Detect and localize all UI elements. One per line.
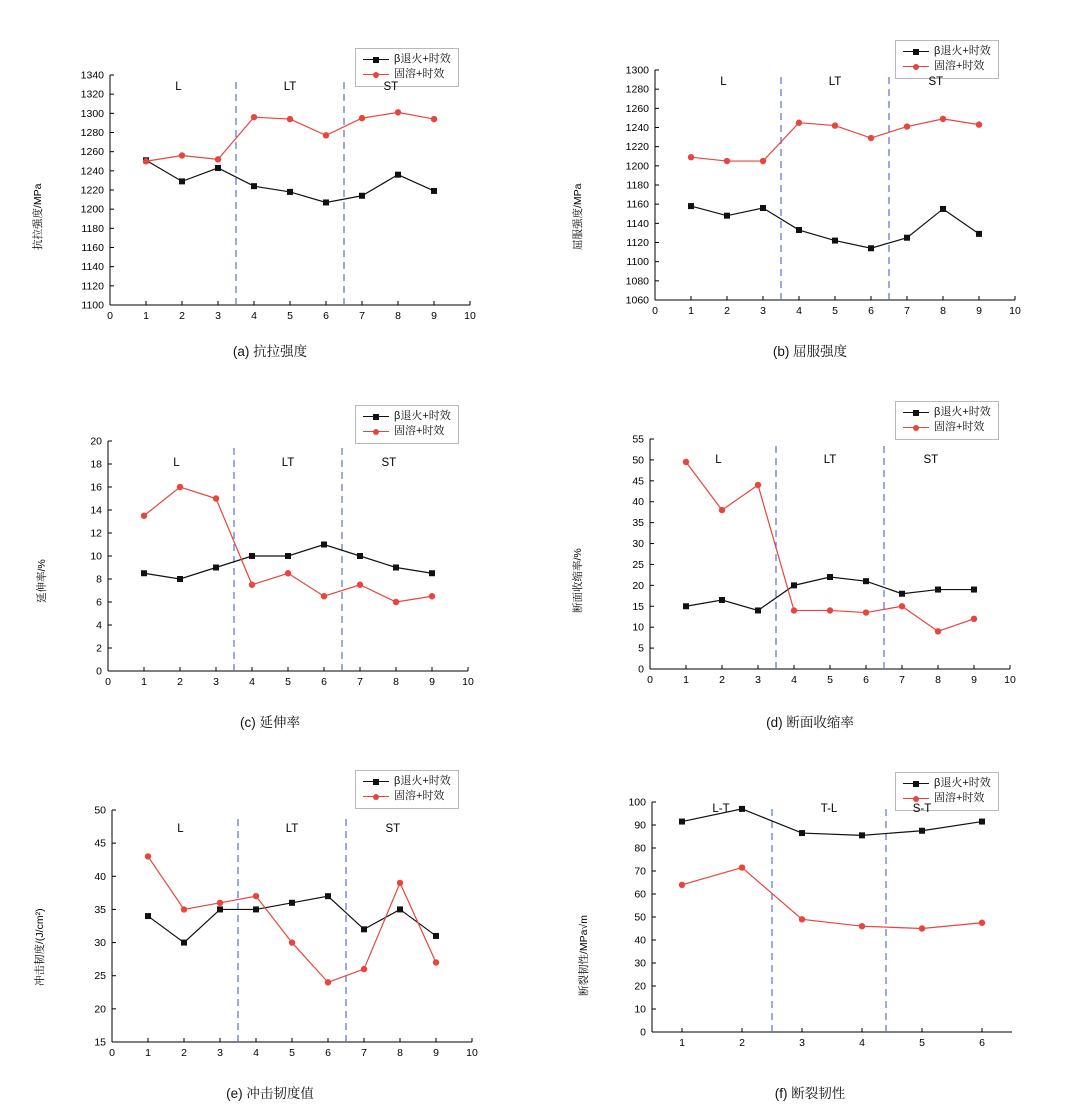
svg-text:30: 30: [94, 937, 106, 950]
svg-text:3: 3: [760, 305, 766, 317]
svg-text:2: 2: [96, 642, 102, 655]
svg-text:20: 20: [94, 1003, 106, 1016]
svg-text:1220: 1220: [625, 141, 649, 154]
legend-label-series2: 固溶+时效: [394, 790, 445, 802]
svg-text:4: 4: [253, 1047, 259, 1059]
svg-text:4: 4: [859, 1037, 865, 1049]
svg-text:1120: 1120: [626, 237, 649, 249]
svg-text:2: 2: [724, 305, 730, 317]
svg-text:1160: 1160: [626, 198, 649, 211]
svg-text:0: 0: [109, 1047, 115, 1059]
caption-c: (c) 延伸率: [240, 715, 300, 730]
svg-text:2: 2: [719, 674, 725, 686]
svg-text:LT: LT: [828, 76, 842, 88]
svg-text:5: 5: [919, 1037, 925, 1049]
svg-text:9: 9: [433, 1047, 439, 1059]
svg-text:10: 10: [466, 1047, 478, 1059]
svg-text:1200: 1200: [625, 160, 649, 173]
svg-text:1180: 1180: [626, 179, 649, 192]
chart-panel-d: [540, 373, 1080, 746]
y-axis-label-d: 断面收缩率/%: [572, 548, 584, 613]
svg-text:40: 40: [94, 870, 106, 883]
svg-text:4: 4: [251, 310, 257, 322]
svg-text:70: 70: [634, 865, 646, 878]
svg-text:1120: 1120: [81, 280, 104, 293]
svg-text:6: 6: [979, 1037, 985, 1049]
svg-text:1: 1: [683, 674, 689, 686]
svg-text:2: 2: [179, 310, 185, 322]
svg-text:25: 25: [94, 970, 106, 983]
svg-text:1300: 1300: [625, 64, 649, 77]
svg-text:0: 0: [640, 1026, 646, 1039]
legend-label-series2: 固溶+时效: [394, 425, 445, 437]
legend-label-series2: 固溶+时效: [934, 792, 985, 804]
svg-text:8: 8: [397, 1047, 403, 1059]
svg-text:1280: 1280: [80, 127, 104, 139]
svg-text:8: 8: [940, 305, 946, 317]
svg-text:1140: 1140: [626, 217, 649, 230]
svg-text:0: 0: [105, 676, 111, 688]
svg-text:LT: LT: [823, 454, 837, 466]
svg-text:100: 100: [628, 796, 646, 809]
y-axis-label-b: 屈服强度/MPa: [572, 183, 584, 250]
svg-text:5: 5: [287, 310, 293, 322]
legend-label-series1: β退火+时效: [394, 53, 451, 65]
svg-text:18: 18: [90, 458, 102, 471]
svg-text:L-T: L-T: [712, 803, 730, 815]
svg-text:50: 50: [634, 911, 646, 924]
svg-text:ST: ST: [928, 76, 944, 88]
svg-text:55: 55: [632, 433, 644, 446]
svg-text:40: 40: [634, 934, 646, 947]
svg-text:50: 50: [632, 454, 644, 467]
legend-label-series2: 固溶+时效: [934, 60, 985, 72]
svg-text:1260: 1260: [625, 102, 649, 115]
svg-text:45: 45: [632, 475, 644, 488]
svg-text:6: 6: [323, 310, 329, 322]
svg-text:LT: LT: [285, 823, 299, 835]
svg-text:ST: ST: [385, 823, 401, 835]
svg-text:1100: 1100: [626, 256, 649, 269]
svg-text:80: 80: [634, 842, 646, 855]
svg-text:90: 90: [634, 819, 646, 832]
svg-text:40: 40: [632, 496, 644, 509]
chart-panel-f: [540, 746, 1080, 1118]
svg-text:8: 8: [96, 573, 102, 586]
svg-text:6: 6: [96, 596, 102, 609]
svg-text:ST: ST: [381, 457, 397, 469]
svg-text:1340: 1340: [80, 69, 104, 82]
legend-label-series2: 固溶+时效: [934, 421, 985, 433]
svg-text:3: 3: [755, 674, 761, 686]
svg-text:1300: 1300: [80, 107, 104, 120]
y-axis-label-a: 抗拉强度/MPa: [32, 183, 44, 250]
svg-text:L: L: [175, 81, 182, 93]
caption-b: (b) 屈服强度: [772, 344, 848, 359]
y-axis-label-f: 断裂韧性/MPa√m: [578, 914, 590, 996]
chart-svg-e: [0, 760, 540, 1100]
svg-text:9: 9: [429, 676, 435, 688]
svg-text:4: 4: [249, 676, 255, 688]
svg-text:1060: 1060: [625, 294, 649, 307]
svg-text:6: 6: [868, 305, 874, 317]
svg-text:L: L: [715, 454, 722, 466]
caption-a: (a) 抗拉强度: [232, 344, 308, 359]
svg-text:9: 9: [431, 310, 437, 322]
legend-label-series1: β退火+时效: [934, 777, 991, 789]
svg-text:10: 10: [632, 621, 644, 634]
svg-text:2: 2: [181, 1047, 187, 1059]
chart-svg-a: [0, 20, 540, 360]
svg-text:T-L: T-L: [820, 803, 838, 815]
caption-e: (e) 冲击韧度值: [226, 1086, 314, 1101]
svg-text:LT: LT: [281, 457, 295, 469]
chart-panel-c: [0, 373, 540, 746]
svg-text:0: 0: [647, 674, 653, 686]
y-axis-label-e: 冲击韧度/(J/cm²): [34, 908, 46, 986]
svg-text:1: 1: [141, 676, 147, 688]
svg-text:1240: 1240: [625, 122, 649, 134]
legend-label-series1: β退火+时效: [934, 406, 991, 418]
svg-text:1280: 1280: [625, 83, 649, 96]
svg-text:1140: 1140: [81, 261, 104, 274]
svg-text:3: 3: [799, 1037, 805, 1049]
chart-svg-c: [0, 391, 540, 731]
svg-text:1: 1: [145, 1047, 151, 1059]
svg-text:7: 7: [361, 1047, 367, 1059]
svg-text:20: 20: [90, 435, 102, 448]
svg-text:30: 30: [632, 538, 644, 551]
svg-text:45: 45: [94, 837, 106, 850]
svg-text:1220: 1220: [80, 184, 104, 197]
svg-text:6: 6: [863, 674, 869, 686]
svg-text:1260: 1260: [80, 146, 104, 159]
svg-text:10: 10: [462, 676, 474, 688]
svg-text:4: 4: [796, 305, 802, 317]
chart-svg-d: [540, 391, 1080, 731]
svg-text:1: 1: [679, 1037, 685, 1049]
svg-text:14: 14: [90, 504, 102, 517]
svg-text:25: 25: [632, 558, 644, 571]
svg-text:3: 3: [217, 1047, 223, 1059]
svg-text:5: 5: [285, 676, 291, 688]
svg-text:9: 9: [971, 674, 977, 686]
svg-text:3: 3: [215, 310, 221, 322]
svg-text:15: 15: [94, 1036, 106, 1049]
svg-text:6: 6: [325, 1047, 331, 1059]
svg-text:5: 5: [289, 1047, 295, 1059]
svg-text:1240: 1240: [80, 165, 104, 178]
svg-text:S-T: S-T: [912, 803, 932, 815]
svg-text:5: 5: [832, 305, 838, 317]
svg-text:4: 4: [96, 619, 102, 632]
svg-text:50: 50: [94, 804, 106, 817]
svg-text:L: L: [173, 457, 180, 469]
svg-text:5: 5: [638, 642, 644, 655]
svg-text:3: 3: [213, 676, 219, 688]
svg-text:0: 0: [96, 665, 102, 678]
svg-text:16: 16: [90, 481, 102, 494]
svg-text:ST: ST: [923, 454, 939, 466]
svg-text:10: 10: [1004, 674, 1016, 686]
svg-text:30: 30: [634, 957, 646, 970]
svg-text:L: L: [720, 76, 727, 88]
svg-text:2: 2: [739, 1037, 745, 1049]
svg-text:6: 6: [321, 676, 327, 688]
caption-d: (d) 断面收缩率: [766, 715, 854, 730]
svg-text:1160: 1160: [81, 242, 104, 254]
svg-text:2: 2: [177, 676, 183, 688]
svg-text:10: 10: [1009, 305, 1021, 317]
legend-label-series2: 固溶+时效: [394, 68, 445, 80]
svg-text:1080: 1080: [625, 275, 649, 288]
svg-text:35: 35: [632, 517, 644, 530]
svg-text:0: 0: [652, 305, 658, 317]
svg-text:9: 9: [976, 305, 982, 317]
chart-svg-b: [540, 20, 1080, 360]
svg-text:60: 60: [634, 888, 646, 901]
legend-label-series1: β退火+时效: [394, 775, 451, 787]
chart-svg-f: [540, 760, 1080, 1100]
svg-text:20: 20: [632, 579, 644, 592]
svg-text:1: 1: [688, 305, 694, 317]
svg-text:0: 0: [638, 663, 644, 676]
svg-text:8: 8: [395, 310, 401, 322]
svg-text:1: 1: [143, 310, 149, 322]
svg-text:1200: 1200: [80, 203, 104, 216]
svg-text:4: 4: [791, 674, 797, 686]
svg-text:35: 35: [94, 903, 106, 916]
svg-text:L: L: [177, 823, 184, 835]
svg-text:10: 10: [634, 1003, 646, 1016]
svg-text:1100: 1100: [81, 299, 104, 312]
svg-text:LT: LT: [283, 81, 297, 93]
svg-text:ST: ST: [383, 81, 399, 93]
svg-text:7: 7: [904, 305, 910, 317]
svg-text:0: 0: [107, 310, 113, 322]
chart-panel-a: [0, 0, 540, 373]
svg-text:7: 7: [357, 676, 363, 688]
svg-text:8: 8: [935, 674, 941, 686]
svg-text:8: 8: [393, 676, 399, 688]
svg-text:7: 7: [359, 310, 365, 322]
caption-f: (f) 断裂韧性: [774, 1086, 846, 1101]
svg-text:12: 12: [90, 527, 102, 540]
y-axis-label-c: 延伸率/%: [36, 559, 48, 603]
svg-text:20: 20: [634, 980, 646, 993]
svg-text:1180: 1180: [81, 222, 104, 235]
svg-text:1320: 1320: [80, 88, 104, 101]
svg-text:7: 7: [899, 674, 905, 686]
legend-label-series1: β退火+时效: [394, 410, 451, 422]
svg-text:10: 10: [90, 550, 102, 563]
legend-label-series1: β退火+时效: [934, 45, 991, 57]
chart-panel-e: [0, 746, 540, 1118]
svg-text:10: 10: [464, 310, 476, 322]
svg-text:5: 5: [827, 674, 833, 686]
chart-panel-b: [540, 0, 1080, 373]
svg-text:15: 15: [632, 600, 644, 613]
